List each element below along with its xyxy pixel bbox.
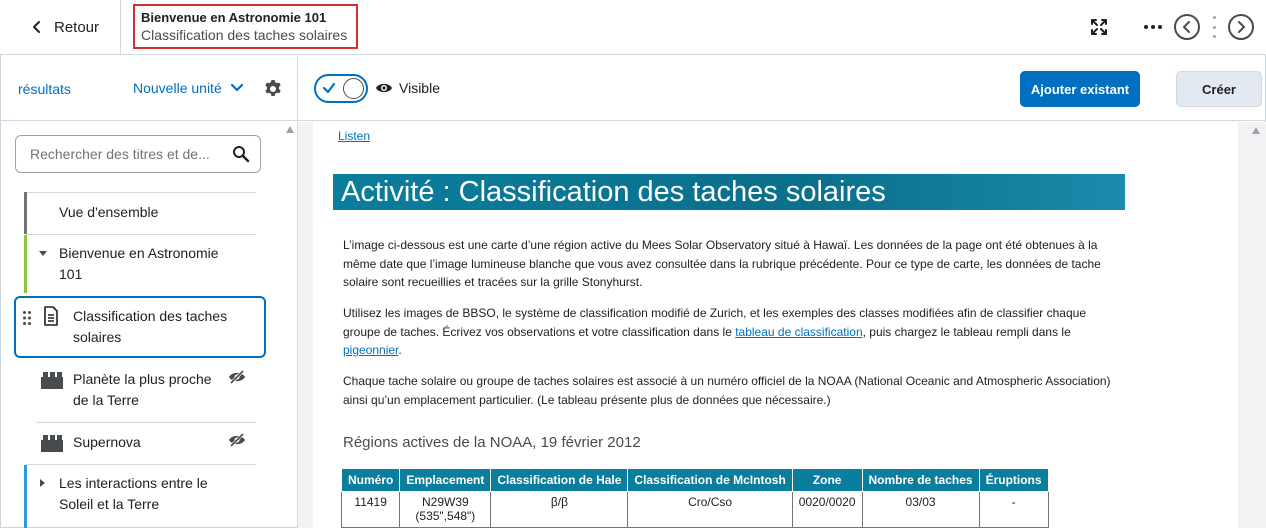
document-icon <box>43 306 59 326</box>
instructions-text: . <box>398 343 402 357</box>
column-header: Emplacement <box>400 469 491 492</box>
noaa-paragraph: Chaque tache solaire ou groupe de taches solaires est associé à un numéro officiel de la NOAA (National Oceanic and Atmospheric Association) ainsi qu’un emplacement particulier. (Le tableau présente plus de données que nécessaire.) <box>343 374 1111 407</box>
sidebar <box>0 122 298 528</box>
lego-block-icon <box>40 433 64 453</box>
column-header: Nombre de taches <box>862 469 979 492</box>
previous-button[interactable] <box>1174 14 1200 40</box>
vertical-separator <box>1212 16 1216 38</box>
chevron-left-icon <box>30 20 44 34</box>
visibility-toggle[interactable] <box>314 74 368 103</box>
content-area <box>298 122 1266 528</box>
toggle-knob <box>343 78 364 99</box>
item-indicator <box>24 192 27 234</box>
column-header: Classification de McIntosh <box>628 469 792 492</box>
caret-down-icon[interactable] <box>38 250 48 258</box>
chevron-down-icon <box>230 83 244 93</box>
column-header: Zone <box>792 469 862 492</box>
expand-button[interactable] <box>1084 12 1114 42</box>
listen-link[interactable]: Listen <box>338 129 371 143</box>
sidebar-item-nearest-planet[interactable]: Planète la plus proche de la Terre <box>73 371 212 408</box>
toolbar <box>0 56 1266 121</box>
table-cell: 11419 <box>342 492 400 528</box>
eye-hidden-icon[interactable] <box>228 433 246 447</box>
sidebar-item-supernova[interactable]: Supernova <box>73 434 141 450</box>
caret-right-icon[interactable] <box>39 478 47 488</box>
instructions-text: Utilisez les images de BBSO, le système de classification modifié de Zurich, et les exemples des classes modifiées afin de classifier chaque groupe de taches. Écrivez vos observations et votre classification dans le <box>343 306 1086 339</box>
eye-icon <box>375 82 393 94</box>
instructions-text: , puis chargez le tableau rempli dans le <box>862 324 1071 339</box>
divider <box>26 464 256 465</box>
item-indicator <box>24 235 27 293</box>
back-label: Retour <box>54 18 100 36</box>
course-title: Bienvenue en Astronomie 101 <box>141 10 327 25</box>
sidebar-item-sun-earth[interactable]: Les interactions entre le Soleil et la Terre <box>59 475 208 512</box>
sidebar-item-overview[interactable]: Vue d'ensemble <box>59 204 159 220</box>
lego-block-icon <box>40 370 64 390</box>
sidebar-item-welcome[interactable]: Bienvenue en Astronomie 101 <box>59 245 219 282</box>
table-cell: 03/03 <box>862 492 979 528</box>
next-button[interactable] <box>1228 14 1254 40</box>
back-button[interactable] <box>30 15 99 39</box>
table-cell: 0020/0020 <box>792 492 862 528</box>
item-indicator <box>24 465 27 528</box>
table-cell: N29W39 (535",548") <box>400 492 491 528</box>
table-header-row <box>342 469 1049 492</box>
scroll-up-arrow[interactable] <box>286 126 294 133</box>
new-unit-label: Nouvelle unité <box>133 80 222 96</box>
table-cell: - <box>979 492 1048 528</box>
top-actions <box>1084 12 1254 42</box>
eye-hidden-icon[interactable] <box>228 370 246 384</box>
results-link[interactable]: résultats <box>18 81 71 97</box>
noaa-regions-table <box>341 468 1049 528</box>
divider <box>297 56 298 121</box>
more-options-button[interactable] <box>1138 12 1168 42</box>
column-header: Numéro <box>342 469 400 492</box>
previous-icon <box>1181 21 1193 33</box>
next-icon <box>1235 21 1247 33</box>
visible-label: Visible <box>399 80 440 96</box>
check-icon <box>322 81 336 95</box>
column-header: Classification de Hale <box>491 469 628 492</box>
more-icon <box>1143 24 1163 30</box>
divider <box>120 0 121 55</box>
drag-handle-icon[interactable] <box>22 310 32 326</box>
page-title: Classification des taches solaires <box>141 27 348 43</box>
divider <box>26 234 256 235</box>
intro-paragraph: L’image ci-dessous est une carte d’une région active du Mees Solar Observatory situé à Hawaï. Les données de la page ont été obtenues à la même date que l’image lumineuse blanche que vous avez consultée dans la rubrique précédente. Pour ce type de carte, les données de tache solaire sont recueillies et tracées sur la grille Stonyhurst. <box>343 238 1101 289</box>
divider <box>26 192 256 193</box>
divider <box>36 422 256 423</box>
document-page <box>313 122 1238 528</box>
add-existing-button[interactable]: Ajouter existant <box>1020 71 1140 107</box>
visible-status <box>375 80 440 96</box>
search-input[interactable] <box>15 135 261 173</box>
table-heading: Régions actives de la NOAA, 19 février 2012 <box>343 434 641 451</box>
create-button[interactable]: Créer <box>1176 71 1262 107</box>
new-unit-dropdown[interactable] <box>133 80 244 96</box>
column-header: Éruptions <box>979 469 1048 492</box>
gear-icon[interactable] <box>263 79 283 99</box>
sidebar-item-sunspot-classification[interactable]: Classification des taches solaires <box>73 308 228 345</box>
activity-banner: Activité : Classification des taches solaires <box>333 174 1125 210</box>
expand-icon <box>1090 18 1108 36</box>
table-cell: β/β <box>491 492 628 528</box>
classification-table-link[interactable]: tableau de classification <box>735 324 863 339</box>
search-icon[interactable] <box>232 145 250 163</box>
dropbox-link[interactable]: pigeonnier <box>343 343 399 357</box>
top-bar <box>0 0 1266 55</box>
title-block <box>133 4 358 49</box>
search-placeholder: Rechercher des titres et de... <box>30 146 210 162</box>
instructions-paragraph <box>343 304 1113 360</box>
scroll-up-arrow[interactable] <box>1252 127 1260 134</box>
table-cell: Cro/Cso <box>628 492 792 528</box>
table-row <box>342 492 1049 528</box>
